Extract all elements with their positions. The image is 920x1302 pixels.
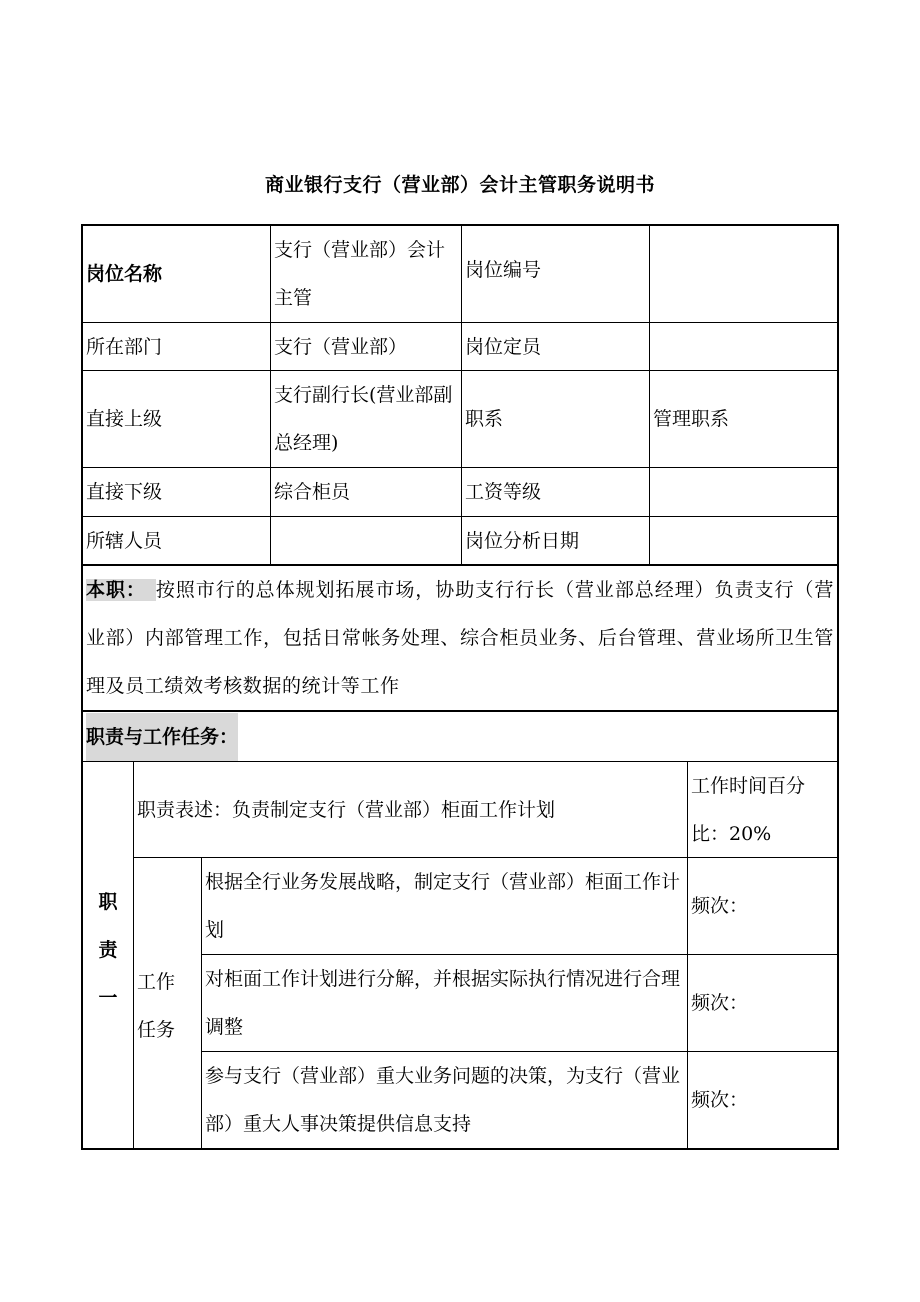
salary-grade-label: 工资等级: [465, 481, 542, 503]
duty-one-description: 职责表述：负责制定支行（营业部）柜面工作计划: [137, 798, 556, 821]
direct-superior-label: 直接上级: [86, 408, 163, 430]
analysis-date-label: 岗位分析日期: [465, 529, 580, 552]
department-value: 支行（营业部）: [274, 335, 408, 358]
task-2-frequency: 频次：: [691, 992, 749, 1014]
direct-superior-value: 支行副行长(营业部副总经理): [274, 384, 453, 454]
salary-grade-value: [650, 468, 837, 516]
staff-managed-label: 所辖人员: [86, 529, 163, 552]
duty-one-label: [83, 878, 133, 1028]
tasks-label-line-1: 工作: [137, 971, 176, 993]
job-family-value: 管理职系: [653, 408, 730, 430]
task-1-text: 根据全行业务发展战略，制定支行（营业部）柜面工作计划: [205, 871, 681, 941]
task-3-text: 参与支行（营业部）重大业务问题的决策，为支行（营业部）重大人事决策提供信息支持: [205, 1065, 681, 1135]
headcount-label: 岗位定员: [465, 335, 542, 358]
staff-managed-value: [271, 517, 461, 564]
job-description-grid: [81, 224, 839, 1150]
headcount-value: [650, 323, 837, 370]
duties-section-label: 职责与工作任务：: [86, 713, 238, 761]
main-duty-text: 按照市行的总体规划拓展市场，协助支行行长（营业部总经理）负责支行（营业部）内部管理工作，包括日常帐务处理、综合柜员业务、后台管理、营业场所卫生管理及员工绩效考核数据的统计等工作: [86, 579, 834, 697]
department-label: 所在部门: [86, 335, 163, 358]
position-name-label: 岗位名称: [86, 263, 163, 285]
duties-section-header: [83, 712, 837, 761]
main-duty-block: [83, 566, 837, 710]
analysis-date-value: [650, 517, 837, 564]
position-code-label-text: 岗位编号: [465, 259, 542, 281]
direct-subordinate-value: 综合柜员: [274, 481, 351, 503]
main-duty-label: 本职：: [86, 579, 156, 601]
position-code-value: [650, 226, 837, 322]
task-2-text: 对柜面工作计划进行分解，并根据实际执行情况进行合理调整: [205, 968, 681, 1038]
duty-one-char-2: 责: [98, 939, 118, 961]
tasks-label: [134, 958, 204, 1058]
task-3-frequency: 频次：: [691, 1089, 749, 1111]
duty-one-char-1: 职: [98, 891, 118, 913]
duty-one-time-percent: 工作时间百分比：20%: [691, 774, 806, 845]
document-title: 商业银行支行（营业部）会计主管职务说明书: [264, 174, 655, 196]
position-name-value: 支行（营业部）会计主管: [274, 239, 446, 309]
task-1-frequency: 频次：: [691, 895, 749, 917]
duty-one-char-3: 一: [98, 987, 118, 1009]
tasks-label-line-2: 任务: [137, 1019, 176, 1041]
position-code-label: [462, 226, 649, 322]
direct-subordinate-label: 直接下级: [86, 481, 163, 503]
job-family-label: 职系: [465, 408, 504, 430]
